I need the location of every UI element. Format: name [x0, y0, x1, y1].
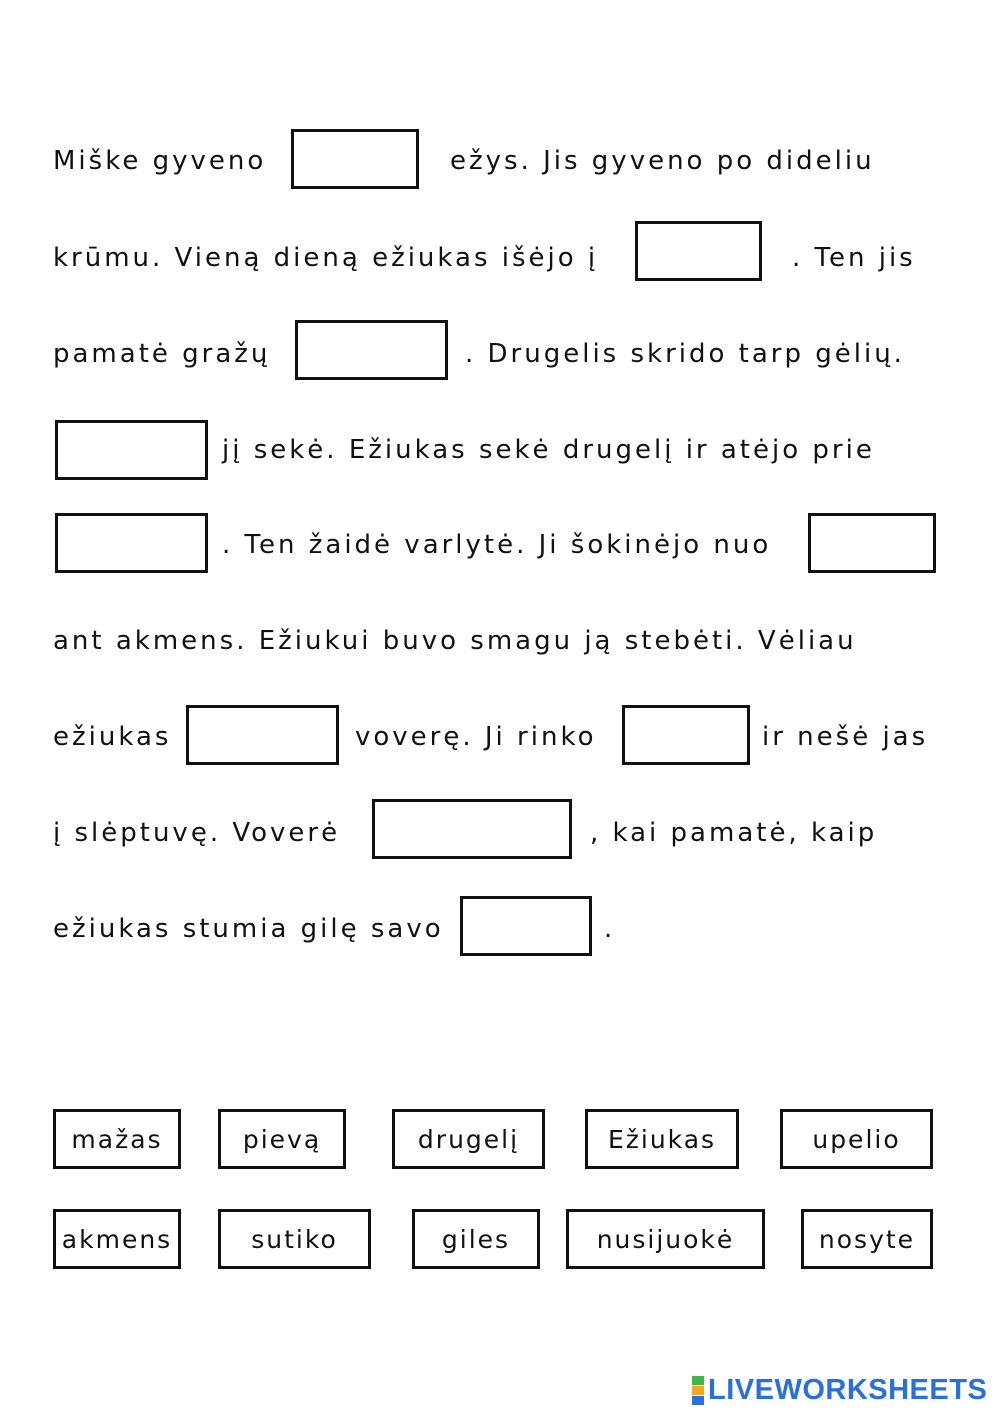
word-card-nosyte[interactable]: nosyte: [801, 1209, 933, 1269]
answer-gap-4[interactable]: [55, 420, 208, 480]
story-text: pamatė gražų: [53, 339, 271, 369]
story-text: jį sekė. Ežiukas sekė drugelį ir atėjo prie: [222, 435, 875, 465]
answer-gap-6[interactable]: [808, 513, 936, 573]
word-card-drugeli[interactable]: drugelį: [392, 1109, 545, 1169]
word-card-nusijuoke[interactable]: nusijuokė: [566, 1209, 765, 1269]
story-text: . Ten žaidė varlytė. Ji šokinėjo nuo: [222, 530, 772, 560]
logo-block: [692, 1386, 704, 1395]
word-card-sutiko[interactable]: sutiko: [218, 1209, 371, 1269]
word-card-upelio[interactable]: upelio: [780, 1109, 933, 1169]
brand-name: LIVEWORKSHEETS: [708, 1373, 988, 1406]
logo-block: [692, 1396, 704, 1405]
story-text: ant akmens. Ežiukui buvo smagu ją stebėti. Vėliau: [53, 626, 857, 656]
liveworksheets-logo-icon: [692, 1376, 704, 1405]
story-text: ežiukas: [53, 722, 172, 752]
story-text: , kai pamatė, kaip: [590, 818, 878, 848]
liveworksheets-brand: [692, 1372, 987, 1408]
answer-gap-5[interactable]: [55, 513, 208, 573]
logo-block: [692, 1376, 704, 1385]
story-text: . Drugelis skrido tarp gėlių.: [465, 339, 905, 369]
answer-gap-1[interactable]: [291, 129, 419, 189]
answer-gap-9[interactable]: [372, 799, 572, 859]
story-text: .: [604, 914, 616, 944]
answer-gap-10[interactable]: [460, 896, 592, 956]
story-text: ežiukas stumia gilę savo: [53, 914, 444, 944]
story-text: į slėptuvę. Voverė: [53, 818, 341, 848]
story-text: Miške gyveno: [53, 146, 267, 176]
answer-gap-3[interactable]: [295, 320, 448, 380]
word-card-akmens[interactable]: akmens: [53, 1209, 181, 1269]
word-card-eziukas[interactable]: Ežiukas: [585, 1109, 739, 1169]
word-card-pieva[interactable]: pievą: [218, 1109, 346, 1169]
word-card-mazas[interactable]: mažas: [53, 1109, 181, 1169]
word-card-giles[interactable]: giles: [412, 1209, 540, 1269]
story-text: . Ten jis: [792, 243, 916, 273]
story-text: ir nešė jas: [762, 722, 929, 752]
answer-gap-7[interactable]: [186, 705, 339, 765]
story-text: voverę. Ji rinko: [355, 722, 597, 752]
answer-gap-8[interactable]: [622, 705, 750, 765]
story-text: ežys. Jis gyveno po dideliu: [450, 146, 875, 176]
answer-gap-2[interactable]: [635, 221, 762, 281]
story-text: krūmu. Vieną dieną ežiukas išėjo į: [53, 243, 599, 273]
